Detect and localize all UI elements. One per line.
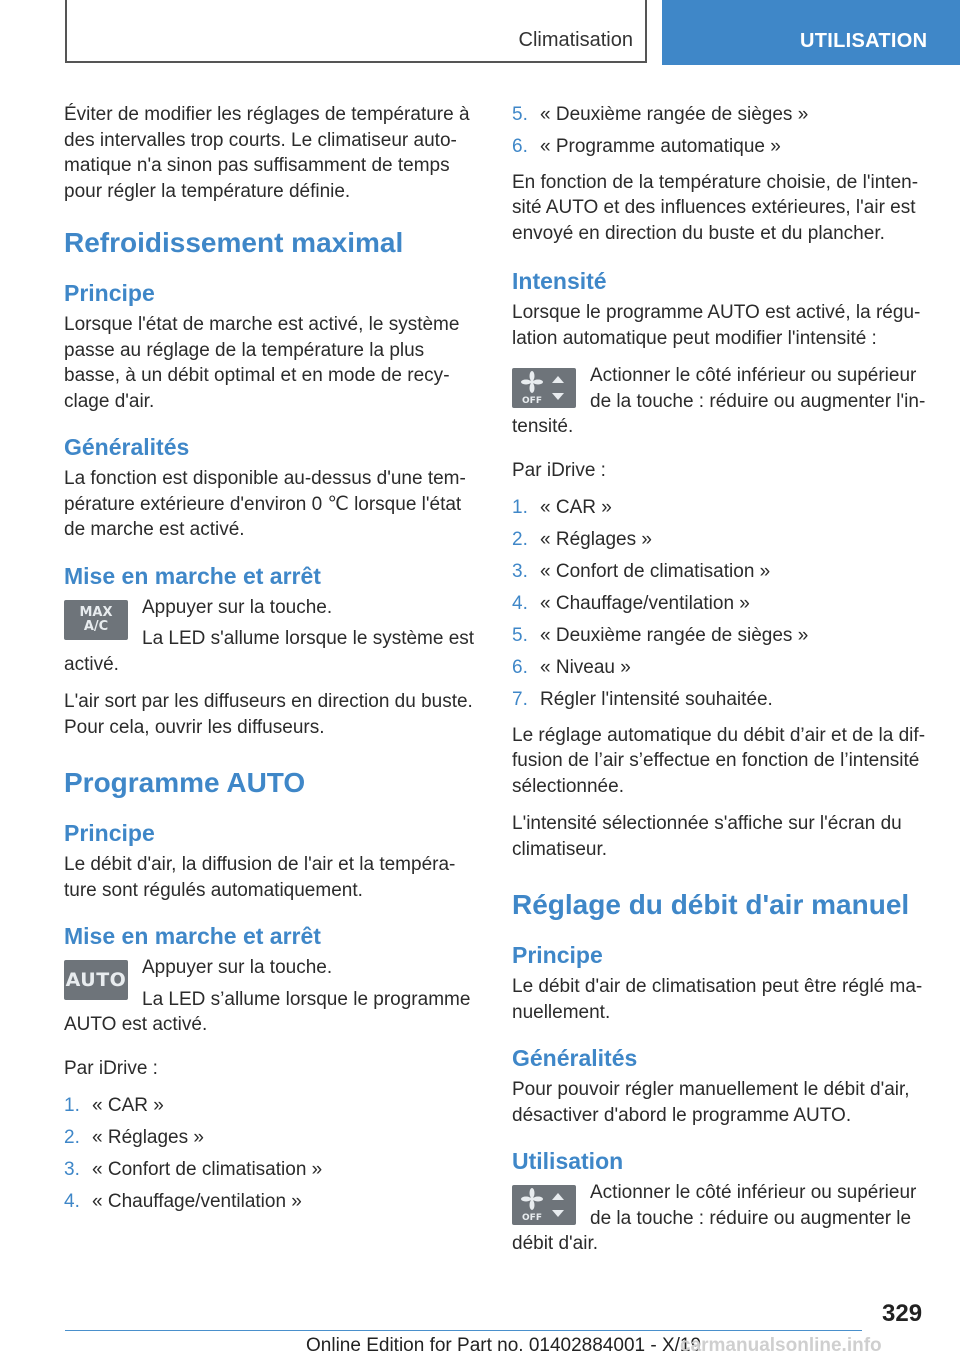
footer-divider (65, 1330, 862, 1331)
list-item: 3. « Confort de climatisation » (512, 561, 771, 582)
heading-refroidissement-maximal: Refroidissement maximal (64, 227, 404, 258)
list-item: 3. « Confort de climatisation » (64, 1159, 323, 1180)
header-chapter-label: UTILISATION (800, 30, 928, 52)
max-generalites-paragraph: La fonction est disponible au-dessus d'une température extérieure d'environ 0 ℃ lorsque l'état de marche est activé. (64, 468, 466, 540)
list-item: 1. « CAR » (64, 1095, 164, 1116)
header-section-box (65, 0, 647, 63)
utilisation-button-instruction (512, 1180, 926, 1257)
heading-generalites: Généralités (64, 434, 190, 460)
heading-principe-manuel: Principe (512, 942, 603, 968)
affiche-paragraph: L'intensité sélectionnée s'affiche sur l'écran du climatiseur. (512, 813, 902, 860)
auto-fonction-paragraph: En fonction de la température choisie, de l'intensité AUTO et des influences extérieures, l'air est envoyé en direction du buste et du plancher. (512, 171, 919, 244)
max-air-paragraph: L'air sort par les diffuseurs en direction du buste. Pour cela, ouvrir les diffuseurs. (64, 691, 473, 738)
auto-principe-paragraph: Le débit d'air, la diffusion de l'air et la température sont régulés automatiquement. (64, 854, 456, 901)
list-item: 4. « Chauffage/ventilation » (64, 1191, 302, 1212)
max-principe-paragraph: Lorsque l'état de marche est activé, le système passe au réglage de la température la plus basse, à un débit optimal et en mode de recyclage d'air. (64, 314, 460, 412)
heading-principe: Principe (64, 280, 155, 306)
svg-text:OFF: OFF (522, 396, 542, 406)
list-item: 5. « Deuxième rangée de sièges » (512, 625, 809, 646)
list-item: 4. « Chauffage/ventilation » (512, 593, 750, 614)
max-button-instruction (64, 595, 478, 678)
fan-off-button-icon (512, 1185, 576, 1225)
heading-mise-en-marche: Mise en marche et arrêt (64, 562, 321, 589)
idrive-label: Par iDrive : (64, 1057, 158, 1079)
heading-utilisation: Utilisation (512, 1148, 624, 1174)
list-item: 1. « CAR » (512, 497, 612, 518)
list-item: 6. « Programme automatique » (512, 136, 781, 157)
intensite-button-instruction (512, 363, 926, 440)
auto-led-text: La LED s’allume lorsque le programme AUTO est activé. (64, 988, 471, 1035)
heading-reglage-manuel: Réglage du débit d'air manuel (512, 889, 910, 920)
max-led-text: La LED s'allume lorsque le système est activé. (64, 628, 475, 675)
left-column (64, 102, 478, 1225)
list-item: 6. « Niveau » (512, 657, 631, 678)
max-press-text: Appuyer sur la touche. (142, 596, 333, 618)
page-number: 329 (882, 1300, 923, 1327)
utilisation-action-text: Actionner le côté inférieur ou supérieur de la touche : réduire ou augmenter le débit d'air. (512, 1182, 917, 1254)
intensite-paragraph: Lorsque le programme AUTO est activé, la régulation automatique peut modifier l'intensité : (512, 302, 921, 349)
footer-edition: Online Edition for Part no. 01402884001 - X/19 (306, 1335, 702, 1356)
right-column (512, 102, 926, 1269)
max-ac-button-icon: MAX A/C (64, 600, 128, 640)
intensite-action-text: Actionner le côté inférieur ou supérieur de la touche : réduire ou augmenter l'intensité. (512, 365, 926, 437)
idrive-label-right: Par iDrive : (512, 459, 606, 481)
svg-text:OFF: OFF (522, 1213, 542, 1223)
fan-off-button-icon (512, 368, 576, 408)
footer-watermark: carmanualsonline.info (680, 1335, 882, 1356)
reglage-auto-paragraph: Le réglage automatique du débit d’air et de la diffusion de l’air s’effectue en fonction de l’intensité sélectionnée. (512, 724, 926, 797)
auto-button-instruction (64, 955, 478, 1038)
header-section-title: Climatisation (518, 29, 633, 51)
idrive-steps-list-continued (512, 102, 926, 160)
manuel-generalites-paragraph: Pour pouvoir régler manuellement le débit d'air, désactiver d'abord le programme AUTO. (512, 1079, 910, 1126)
list-item: 2. « Réglages » (512, 529, 652, 550)
auto-press-text: Appuyer sur la touche. (142, 957, 333, 978)
heading-principe-auto: Principe (64, 820, 155, 846)
heading-generalites-manuel: Généralités (512, 1045, 638, 1071)
list-item: 2. « Réglages » (64, 1127, 204, 1148)
list-item: 5. « Deuxième rangée de sièges » (512, 104, 809, 125)
idrive-steps-list (64, 1093, 478, 1215)
manuel-principe-paragraph: Le débit d'air de climatisation peut être réglé manuellement. (512, 976, 923, 1023)
heading-mise-en-marche-auto: Mise en marche et arrêt (64, 923, 321, 949)
heading-programme-auto: Programme AUTO (64, 767, 306, 798)
auto-button-icon: AUTO (64, 960, 128, 1000)
intensite-steps-list (512, 495, 926, 713)
list-item: 7. Régler l'intensité souhaitée. (512, 689, 773, 710)
intro-paragraph: Éviter de modifier les réglages de température à des intervalles trop courts. Le climatiseur automatique n'a sinon pas suffisamment de temps pour régler la température définie. (64, 104, 470, 202)
heading-intensite: Intensité (512, 268, 607, 294)
